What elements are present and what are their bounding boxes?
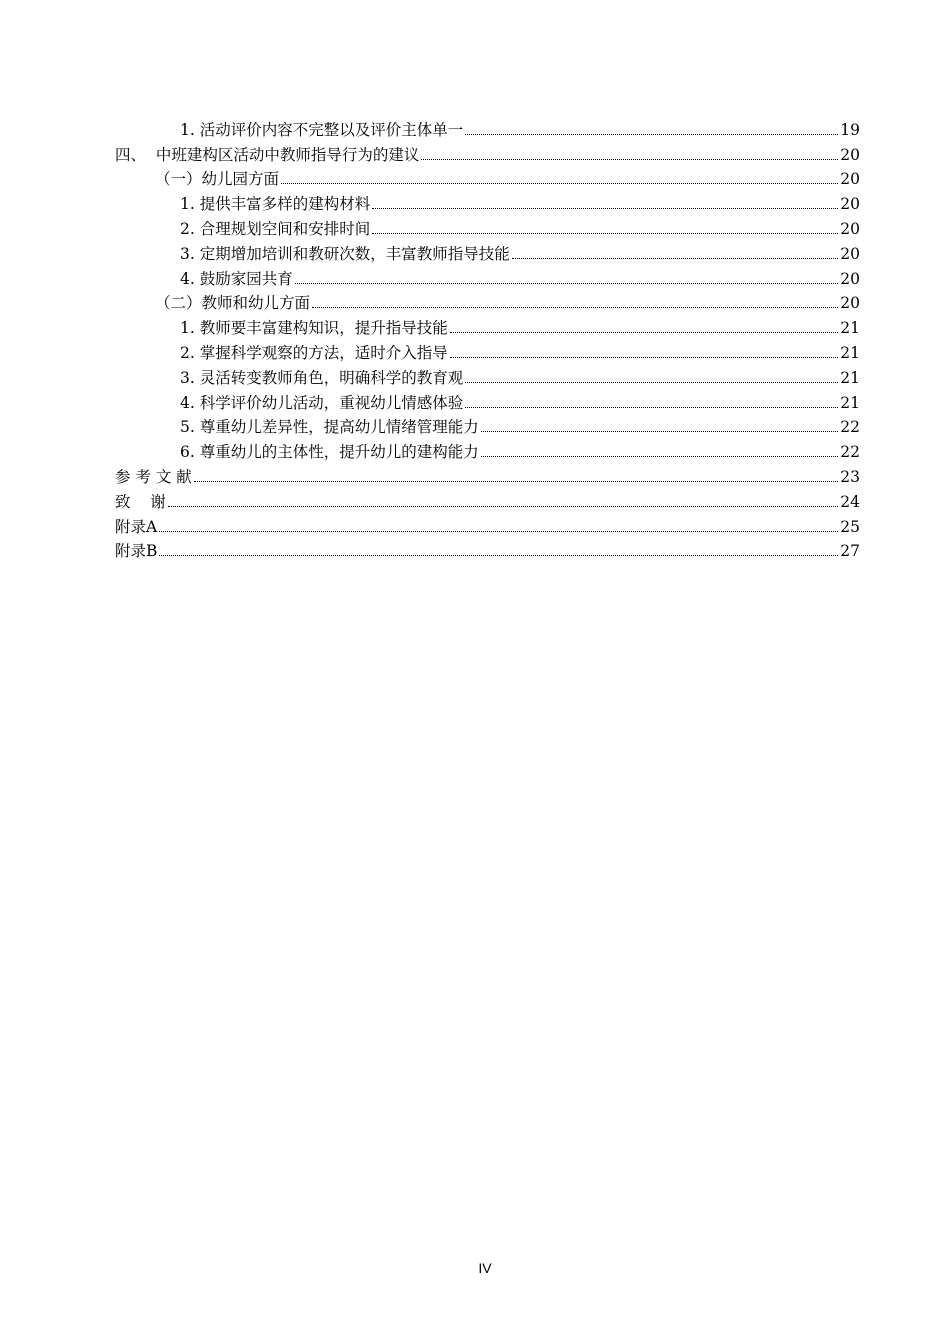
toc-entry-title: （二）教师和幼儿方面 xyxy=(155,294,311,313)
toc-entry[interactable] xyxy=(115,312,860,337)
toc-entry-title: 4. 科学评价幼儿活动，重视幼儿情感体验 xyxy=(180,393,464,412)
toc-leader-dots xyxy=(481,456,839,457)
toc-leader-dots xyxy=(450,332,839,333)
toc-entry-title: 致 谢 xyxy=(115,492,166,511)
toc-entry[interactable] xyxy=(115,288,860,313)
toc-entry-page: 22 xyxy=(840,443,860,462)
toc-leader-dots xyxy=(465,134,838,135)
toc-leader-dots xyxy=(194,481,838,482)
table-of-contents xyxy=(115,114,860,560)
toc-entry-page: 19 xyxy=(840,120,860,139)
toc-leader-dots xyxy=(168,506,839,507)
toc-entry-title: 附录A xyxy=(115,517,158,536)
toc-entry[interactable] xyxy=(115,188,860,213)
toc-entry[interactable] xyxy=(115,337,860,362)
toc-entry-acknowledgements[interactable] xyxy=(115,486,860,511)
toc-leader-dots xyxy=(159,531,838,532)
toc-leader-dots xyxy=(481,431,839,432)
toc-leader-dots xyxy=(450,357,839,358)
toc-entry[interactable] xyxy=(115,436,860,461)
toc-leader-dots xyxy=(512,258,839,259)
toc-entry-title: 2. 合理规划空间和安排时间 xyxy=(180,219,371,238)
toc-entry[interactable] xyxy=(115,164,860,189)
toc-entry-page: 20 xyxy=(840,244,860,263)
toc-entry-page: 20 xyxy=(840,269,860,288)
toc-leader-dots xyxy=(372,208,838,209)
toc-leader-dots xyxy=(465,407,838,408)
toc-entry-appendix-b[interactable] xyxy=(115,536,860,561)
page-number: IV xyxy=(478,1260,492,1276)
toc-entry-page: 20 xyxy=(840,145,860,164)
toc-entry-title: 3. 定期增加培训和教研次数，丰富教师指导技能 xyxy=(180,244,510,263)
toc-entry[interactable] xyxy=(115,213,860,238)
toc-leader-dots xyxy=(159,555,838,556)
toc-entry-title: 2. 掌握科学观察的方法，适时介入指导 xyxy=(180,343,448,362)
toc-entry-title: 1. 提供丰富多样的建构材料 xyxy=(180,195,371,214)
toc-entry-page: 20 xyxy=(840,170,860,189)
toc-entry-title: 6. 尊重幼儿的主体性，提升幼儿的建构能力 xyxy=(180,443,479,462)
toc-entry[interactable] xyxy=(115,362,860,387)
toc-entry-page: 20 xyxy=(840,195,860,214)
toc-entry-title: 1. 教师要丰富建构知识，提升指导技能 xyxy=(180,319,448,338)
toc-entry-page: 21 xyxy=(840,343,860,362)
toc-entry-page: 21 xyxy=(840,368,860,387)
toc-entry[interactable] xyxy=(115,114,860,139)
toc-entry-page: 21 xyxy=(840,393,860,412)
toc-entry-title: 附录B xyxy=(115,542,158,561)
toc-entry-page: 24 xyxy=(840,492,860,511)
toc-leader-dots xyxy=(372,233,838,234)
toc-entry-page: 20 xyxy=(840,219,860,238)
toc-entry-appendix-a[interactable] xyxy=(115,511,860,536)
toc-leader-dots xyxy=(312,307,838,308)
toc-entry-page: 27 xyxy=(840,542,860,561)
toc-entry[interactable] xyxy=(115,238,860,263)
toc-entry-page: 20 xyxy=(840,294,860,313)
toc-entry-title: 5. 尊重幼儿差异性，提高幼儿情绪管理能力 xyxy=(180,418,479,437)
toc-entry-title: （一）幼儿园方面 xyxy=(155,170,280,189)
toc-leader-dots xyxy=(465,382,838,383)
toc-entry-title: 四、 中班建构区活动中教师指导行为的建议 xyxy=(115,145,420,164)
toc-entry-page: 25 xyxy=(840,517,860,536)
toc-leader-dots xyxy=(421,159,838,160)
toc-entry-title: 参 考 文 献 xyxy=(115,467,192,486)
toc-entry-page: 21 xyxy=(840,319,860,338)
toc-entry[interactable] xyxy=(115,412,860,437)
toc-entry-title: 3. 灵活转变教师角色，明确科学的教育观 xyxy=(180,368,464,387)
toc-entry-references[interactable] xyxy=(115,461,860,486)
toc-entry-title: 1. 活动评价内容不完整以及评价主体单一 xyxy=(180,120,464,139)
toc-entry-page: 23 xyxy=(840,467,860,486)
toc-entry-page: 22 xyxy=(840,418,860,437)
toc-entry[interactable] xyxy=(115,139,860,164)
toc-entry[interactable] xyxy=(115,263,860,288)
toc-entry-title: 4. 鼓励家园共育 xyxy=(180,269,293,288)
toc-leader-dots xyxy=(295,283,839,284)
toc-entry[interactable] xyxy=(115,387,860,412)
toc-leader-dots xyxy=(281,183,838,184)
